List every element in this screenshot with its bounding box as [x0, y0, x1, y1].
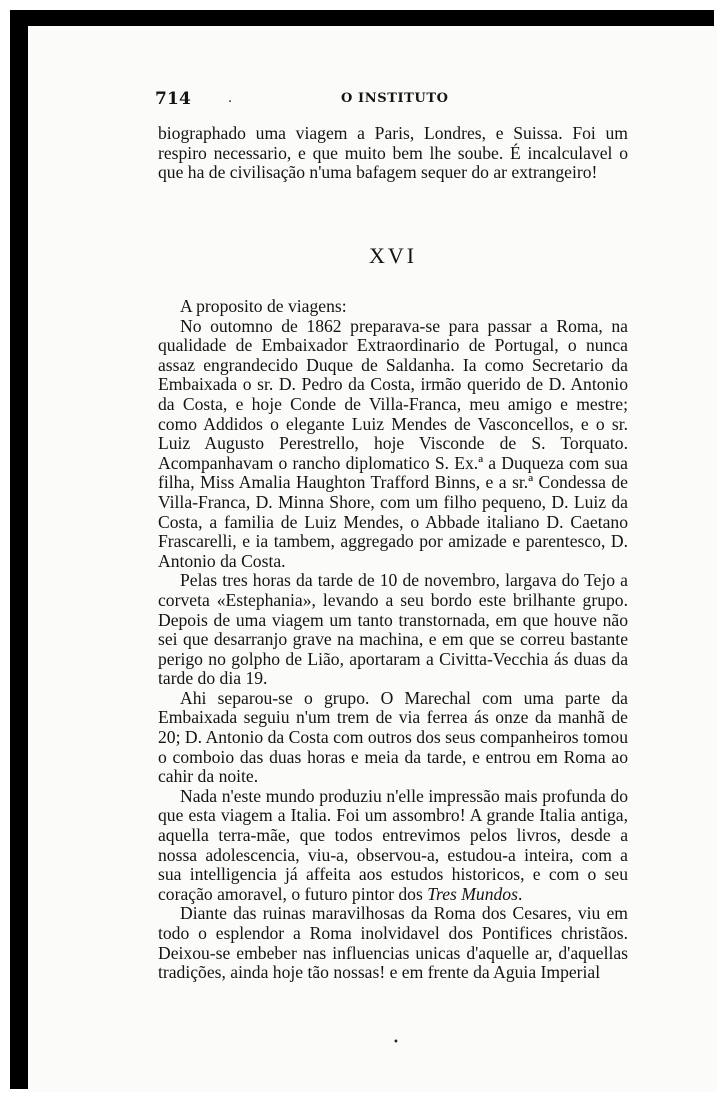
- paragraph-4: Ahi separou-se o grupo. O Marechal com uma parte da Embaixada seguiu n'um trem de via ferrea ás onze da manhã de 20; D. Antonio da Costa com outros dos seus companheiros tomou o comboio das duas horas e meia da tarde, e entrou em Roma ao cahir da noite.: [158, 687, 628, 787]
- italic-work-title: Tres Mundos: [427, 883, 518, 904]
- paragraph-5: [158, 787, 628, 905]
- intro-text: [158, 124, 628, 183]
- intro-paragraph: biographado uma viagem a Paris, Londres, e Suissa. Foi um respiro necessario, e que muito bem lhe soube. É incalculavel o que ha de civilisação n'uma bafagem sequer do ar extrangeiro!: [158, 123, 628, 183]
- paragraph-3: Pelas tres horas da tarde de 10 de novembro, largava do Tejo a corveta «Estephania», levando a seu bordo este brilhante grupo. Depois de uma viagem um tanto transtornada, em que houve não sei que desarranjo grave na machina, e em que se correu bastante perigo no golpho de Lião, aportaram a Civitta-Vecchia ás duas da tarde do dia 19.: [158, 570, 628, 689]
- paragraph-6: Diante das ruinas maravilhosas da Roma dos Cesares, viu em todo o esplendor a Roma inolvidavel dos Pontifices christãos. Deixou-se embeber nas influencias unicas d'aquelle ar, d'aquellas tradições, ainda hoje tão nossas! e em frente da Aguia Imperial: [158, 903, 628, 983]
- page-number: 714: [155, 89, 192, 109]
- bottom-mark: •: [393, 1037, 399, 1048]
- header-separator: .: [228, 91, 233, 106]
- paragraph-2: No outomno de 1862 preparava-se para passar a Roma, na qualidade de Embaixador Extraordinario de Portugal, o nunca assaz engrandecido Duque de Saldanha. Ia como Secretario da Embaixada o sr. D. Pedro da Costa, irmão querido de D. Antonio da Costa, e hoje Conde de Villa-Franca, meu amigo e mestre; como Addidos o elegante Luiz Mendes de Vasconcellos, e o sr. Luiz Augusto Perestrello, hoje Visconde de S. Torquato. Acompanhavam o rancho diplomatico S. Ex.ª a Duqueza com sua filha, Miss Amalia Haughton Trafford Binns, e a sr.ª Condessa de Villa-Franca, D. Minna Shore, com um filho pequeno, D. Luiz da Costa, a familia de Luiz Mendes, o Abbade italiano D. Caetano Frascarelli, e ia tambem, aggregado por amizade e parentesco, D. Antonio da Costa.: [158, 315, 628, 571]
- paragraph-5-text: Nada n'este mundo produziu n'elle impressão mais profunda do que esta viagem a Italia. Foi um assombro! A grande Italia antiga, aquella terra-mãe, que todos entrevimos pelos livros, desde a nossa adolescencia, viu-a, observou-a, estudou-a inteira, com a sua intelligencia já affeita aos estudos historicos, e com o seu coração amoravel, o futuro pintor dos: [158, 785, 628, 904]
- running-title: O INSTITUTO: [341, 91, 449, 106]
- chapter-heading: XVI: [368, 243, 418, 268]
- paragraph-5-end: .: [517, 883, 523, 904]
- body-text: [158, 297, 628, 983]
- paragraph-1: A proposito de viagens:: [180, 296, 347, 316]
- page-header: [155, 89, 627, 109]
